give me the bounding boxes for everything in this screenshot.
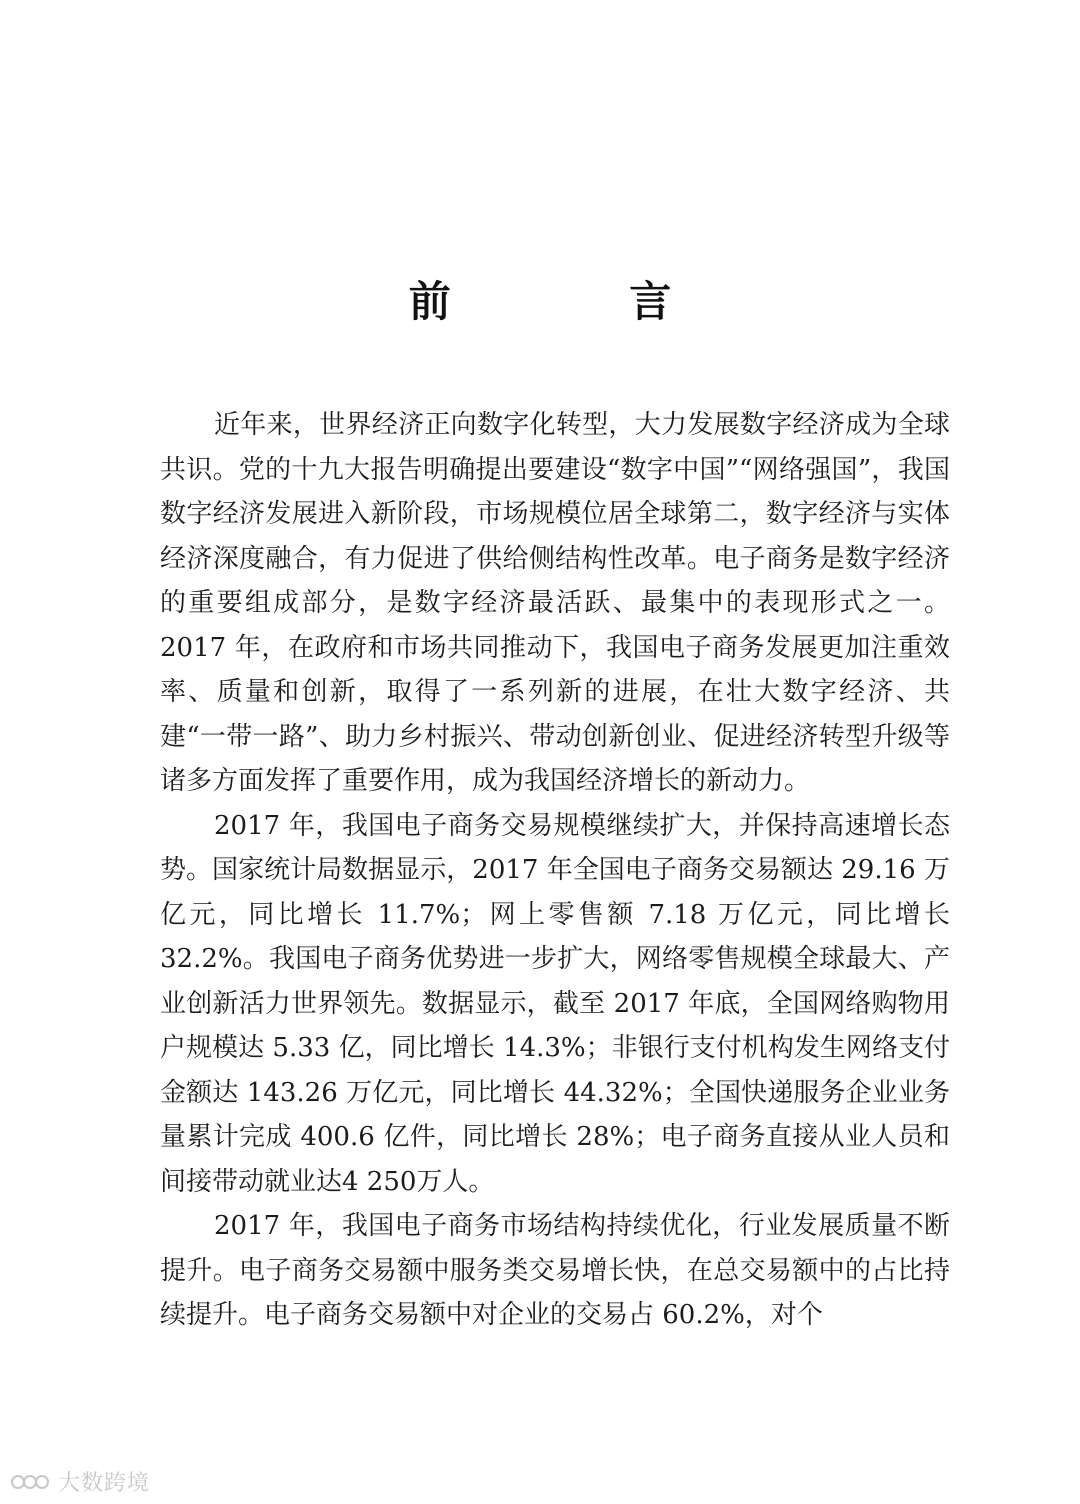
watermark-logo-icon xyxy=(10,1469,52,1495)
watermark-text: 大数跨境 xyxy=(58,1471,151,1496)
watermark xyxy=(10,1466,150,1497)
page-title: 前 言 xyxy=(408,277,754,326)
paragraph-3: 2017 年，我国电子商务市场结构持续优化，行业发展质量不断提升。电子商务交易额中服务类交易增长快，在总交易额中的占比持续提升。电子商务交易额中对企业的交易占 60.2%，对个 xyxy=(160,1211,950,1330)
paragraph-2: 2017 年，我国电子商务交易规模继续扩大，并保持高速增长态势。国家统计局数据显示，2017 年全国电子商务交易额达 29.16 万亿元，同比增长 11.7%；网上零售额 7.18 万亿元，同比增长 32.2%。我国电子商务优势进一步扩大，网络零售规模全球最大、产业创新活力世界领先。数据显示，截至 2017 年底，全国网络购物用户规模达 5.33 亿，同比增长 14.3%；非银行支付机构发生网络支付金额达 143.26 万亿元，同比增长 44.32%；全国快递服务企业业务量累计完成 400.6 亿件，同比增长 28%；电子商务直接从业人员和间接带动就业达4 250万人。 xyxy=(160,810,950,1197)
paragraph-1: 近年来，世界经济正向数字化转型，大力发展数字经济成为全球共识。党的十九大报告明确提出要建设“数字中国”“网络强国”，我国数字经济发展进入新阶段，市场规模位居全球第二，数字经济与实体经济深度融合，有力促进了供给侧结构性改革。电子商务是数字经济的重要组成部分，是数字经济最活跃、最集中的表现形式之一。2017 年，在政府和市场共同推动下，我国电子商务发展更加注重效率、质量和创新，取得了一系列新的进展，在壮大数字经济、共建“一带一路”、助力乡村振兴、带动创新创业、促进经济转型升级等诸多方面发挥了重要作用，成为我国经济增长的新动力。 xyxy=(160,410,950,796)
body-text xyxy=(160,403,950,1338)
